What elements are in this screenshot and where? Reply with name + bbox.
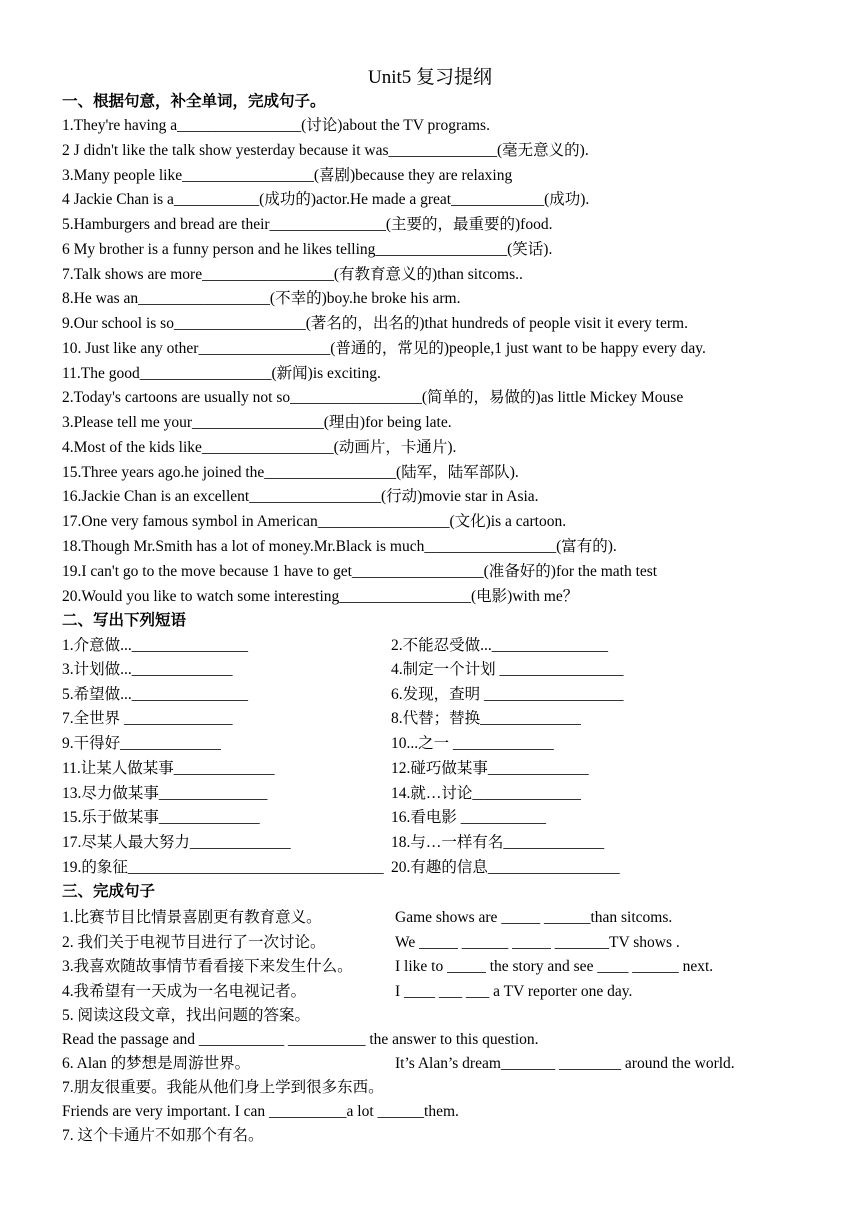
- fill-sentence-item: 10. Just like any other_________________(普通的，常见的)people,1 just want to be happy every day.: [62, 340, 706, 357]
- phrase-item-left: 9.干得好_____________: [62, 735, 221, 752]
- fill-sentence-item: 16.Jackie Chan is an excellent_________________(行动)movie star in Asia.: [62, 488, 539, 505]
- fill-sentence-item: 3.Please tell me your_________________(理由)for being late.: [62, 414, 452, 431]
- sentence-chinese: 7.朋友很重要。我能从他们身上学到很多东西。: [62, 1079, 384, 1096]
- sentence-chinese: 7. 这个卡通片不如那个有名。: [62, 1127, 264, 1144]
- phrase-item-right: 18.与…一样有名_____________: [391, 834, 605, 851]
- fill-sentence-item: 18.Though Mr.Smith has a lot of money.Mr.Black is much_________________(富有的).: [62, 538, 617, 555]
- phrase-item-right: 12.碰巧做某事_____________: [391, 760, 589, 777]
- fill-sentence-item: 7.Talk shows are more_________________(有教育意义的)than sitcoms..: [62, 266, 523, 283]
- fill-sentence-item: 15.Three years ago.he joined the_________________(陆军，陆军部队).: [62, 464, 519, 481]
- fill-sentence-item: 17.One very famous symbol in American_________________(文化)is a cartoon.: [62, 513, 567, 530]
- section3-heading: 三、完成句子: [62, 883, 156, 900]
- fill-sentence-item: 20.Would you like to watch some interesting_________________(电影)with me？: [62, 588, 579, 605]
- sentence-chinese: 5. 阅读这段文章，找出问题的答案。: [62, 1007, 311, 1024]
- sentence-chinese: 2. 我们关于电视节目进行了一次讨论。: [62, 934, 326, 951]
- section1-heading: 一、根据句意，补全单词，完成句子。: [62, 93, 326, 110]
- phrase-item-left: 5.希望做..._______________: [62, 686, 249, 703]
- fill-sentence-item: 1.They're having a________________(讨论)about the TV programs.: [62, 117, 490, 134]
- fill-sentence-item: 19.I can't go to the move because 1 have to get_________________(准备好的)for the math test: [62, 563, 658, 580]
- phrase-item-right: 16.看电影 ___________: [391, 809, 547, 826]
- fill-sentence-item: 5.Hamburgers and bread are their_______________(主要的，最重要的)food.: [62, 216, 553, 233]
- sentence-chinese: 3.我喜欢随故事情节看看接下来发生什么。: [62, 958, 353, 975]
- sentence-english: Game shows are _____ ______than sitcoms.: [395, 909, 673, 926]
- page-title: Unit5 复习提纲: [367, 67, 493, 88]
- fill-sentence-item: 6 My brother is a funny person and he likes telling_________________(笑话).: [62, 241, 553, 258]
- sentence-english: It’s Alan’s dream_______ ________ around the world.: [395, 1055, 735, 1072]
- sentence-english: I like to _____ the story and see ____ ______ next.: [395, 958, 714, 975]
- phrase-item-left: 1.介意做..._______________: [62, 637, 249, 654]
- sentence-chinese: 1.比赛节目比情景喜剧更有教育意义。: [62, 909, 322, 926]
- fill-sentence-item: 4 Jackie Chan is a___________(成功的)actor.He made a great____________(成功).: [62, 191, 590, 208]
- phrase-item-right: 6.发现，查明 __________________: [391, 686, 624, 703]
- fill-sentence-item: 11.The good_________________(新闻)is exciting.: [62, 365, 381, 382]
- phrase-item-left: 17.尽某人最大努力_____________: [62, 834, 291, 851]
- fill-sentence-item: 2 J didn't like the talk show yesterday because it was______________(毫无意义的).: [62, 142, 589, 159]
- sentence-chinese: 6. Alan 的梦想是周游世界。: [62, 1055, 251, 1072]
- sentence-english: I ____ ___ ___ a TV reporter one day.: [395, 983, 633, 1000]
- sentence-chinese: Read the passage and ___________ __________ the answer to this question.: [62, 1031, 539, 1048]
- phrase-item-left: 7.全世界 ______________: [62, 710, 233, 727]
- sentence-chinese: Friends are very important. I can __________a lot ______them.: [62, 1103, 459, 1120]
- fill-sentence-item: 8.He was an_________________(不幸的)boy.he broke his arm.: [62, 290, 461, 307]
- phrase-item-right: 2.不能忍受做..._______________: [391, 637, 609, 654]
- phrase-item-left: 19.的象征_________________________________: [62, 859, 384, 876]
- phrase-item-right: 10...之一 _____________: [391, 735, 554, 752]
- sentence-english: We _____ ______ _____ _______TV shows .: [395, 934, 680, 951]
- phrase-item-right: 14.就…讨论______________: [391, 785, 581, 802]
- fill-sentence-item: 3.Many people like_________________(喜剧)because they are relaxing: [62, 167, 513, 184]
- fill-sentence-item: 4.Most of the kids like_________________(动画片，卡通片).: [62, 439, 457, 456]
- sentence-chinese: 4.我希望有一天成为一名电视记者。: [62, 983, 307, 1000]
- phrase-item-left: 11.让某人做某事_____________: [62, 760, 275, 777]
- phrase-item-left: 3.计划做..._____________: [62, 661, 233, 678]
- phrase-item-right: 8.代替；替换_____________: [391, 710, 581, 727]
- phrase-item-left: 13.尽力做某事______________: [62, 785, 268, 802]
- fill-sentence-item: 9.Our school is so_________________(著名的，出名的)that hundreds of people visit it every term.: [62, 315, 688, 332]
- phrase-item-left: 15.乐于做某事_____________: [62, 809, 260, 826]
- phrase-item-right: 20.有趣的信息_________________: [391, 859, 620, 876]
- section2-heading: 二、写出下列短语: [62, 612, 187, 629]
- phrase-item-right: 4.制定一个计划 ________________: [391, 661, 624, 678]
- fill-sentence-item: 2.Today's cartoons are usually not so_________________(简单的，易做的)as little Mickey Mouse: [62, 389, 684, 406]
